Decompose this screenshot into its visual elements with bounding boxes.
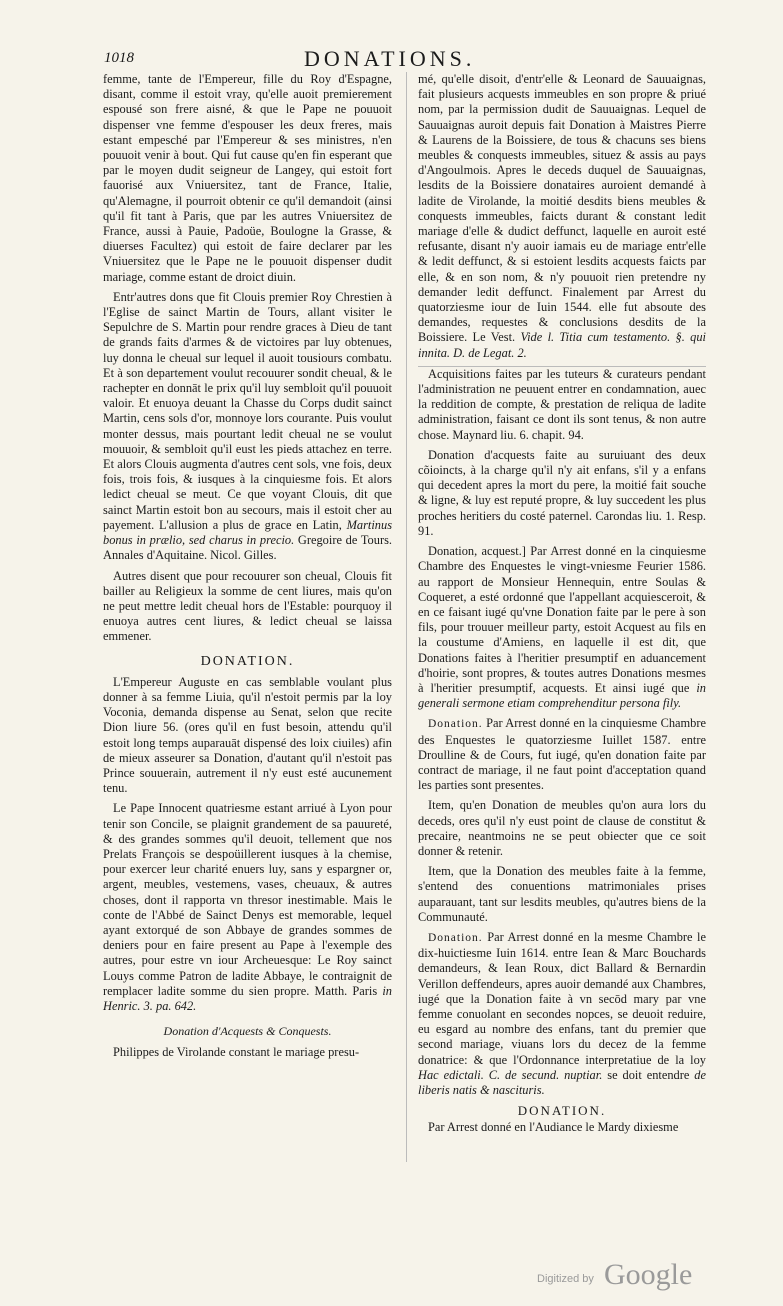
left-column — [103, 72, 392, 1066]
paragraph: Philippes de Virolande constant le mariage presu- — [113, 1045, 360, 1060]
paragraph-text: Par Arrest donné en la mesme Chambre le dix-huictiesme Iuin 1614. entre Iean & Marc Bouchards demandeurs, & Iean Roux, dict Ballard & Bernardin Verillon deffendeurs, apres auoir demandé aux Chambres, iugé que la Donation faite à vn secōd mary par vne femme conuolant en secondes nopces, se deuoit reduire, eu esgard au nombre des enfans, tant du premier que second mariage, viuans lors du decez de la femme donatrice: & que l'Ordonnance interpretatiue de la loy — [418, 929, 706, 1067]
latin-quote: de liberis natis & nascituris. — [418, 1067, 706, 1097]
paragraph — [418, 544, 706, 711]
watermark-prefix: Digitized by — [537, 1273, 594, 1285]
latin-quote: Hac edictali. C. de secund. nuptiar. — [418, 1067, 603, 1082]
paragraph: L'Empereur Auguste en cas semblable voulant plus donner à sa femme Liuia, qu'il n'estoit permis par la loy Voconia, demanda dispense au Senat, selon que recite Dion liure 56. (ores qu'il en fust besoin, attendu qu'il estoit long temps auparauāt dispensé des loix ciuiles) afin de mieux asseurer sa Donation, d'autant qu'il n'estoit pas Prince souuerain, autrement il n'y eust esté aucunement tenu. — [103, 674, 392, 796]
paragraph — [103, 290, 392, 564]
paragraph: Par Arrest donné en l'Audiance le Mardy dixiesme — [428, 1120, 679, 1135]
paragraph-text: se doit entendre — [607, 1067, 690, 1082]
paragraph-text: mé, qu'elle disoit, d'entr'elle & Leonard de Sauuaignas, fait plusieurs acquests immeubles en son propre & priué nom, par la permission dudit de Sauuaignas. Lequel de Sauuaignas auroit depuis fait Donation à Maistres Pierre & Laurens de la Boissiere, de tous & chacuns ses biens meubles & conquests immeubles, situez & assis au pays d'Angoulmois. Apres le deceds duquel de Sauuaignas, lesdits de la Boissiere donataires auroient demandé à ladite de Virolande, la moitié desdits biens meubles & conquests immeubles, faicts durant & constant ledit mariage d'elle & dudict deffunct, laquelle en auroit esté refusante, disant n'y auoir iamais eu de mariage entr'elle & ledit deffunct, & si estoient lesdits acquests faicts par elle, & en son nom, & n'y pouuoit rien pretendre ny demander ledit deffunct. Finalement par Arrest du quatorziesme iour de Iuin 1544. elle fut absoute des demandes, requestes & conclusions desdits de la Boissiere. Le Vest. — [418, 72, 706, 345]
latin-quote: Martinus bonus in prælio, sed charus in precio. — [103, 517, 393, 548]
entry-label: Donation. — [428, 718, 483, 731]
paragraph-text: Donation, acquest.] Par Arrest donné en la cinquiesme Chambre des Enquestes le vingt-vniesme Feurier 1586. au rapport de Monsieur Hennequin, entre Soulas & Coqueret, a esté ordonné que l'appellant acquiesceroit, & en ce faisant iugé qu'vne Donation faite par le pere à son fils, pour trouuer meilleur party, estoit Acquest au fils en la coustume d'Amiens, en laquelle il est dit, que Donations faites à l'heritier presumptif en aduancement d'hoirie, sont propres, & toutes autres Donations mesmes à l'heritier presumptif, acquests. Et ainsi iugé que — [418, 544, 706, 695]
column-divider — [406, 72, 407, 1162]
subsection-heading: Donation d'Acquests & Conquests. — [163, 1024, 332, 1039]
paragraph — [103, 801, 392, 1014]
paragraph: Item, que la Donation des meubles faite à la femme, s'entend des conuentions matrimoniales prises auparauant, tant sur lesdits meubles, qu'autres biens de la Communauté. — [418, 864, 706, 924]
latin-quote: in generali sermone etiam comprehenditur persona fily. — [418, 680, 706, 711]
watermark-brand: Google — [604, 1258, 693, 1291]
paragraph-text: Entr'autres dons que fit Clouis premier Roy Chrestien à l'Eglise de sainct Martin de Tours, allant visiter le Sepulchre de S. Martin pour rendre graces à Dieu de tant de grands faits d'armes & de victoires par luy obtenues, luy donna le cheual sur lequel il auoit tousiours combatu. Et à son departement voulut recouurer sondit cheual, & le rachepter en donnāt le prix qu'il luy sembloit qu'il pouuoit valoir. Et enuoya deuant la Chasse du Corps dudit sainct Martin, cens sols d'or, monnoye lors courante. Puis voulut monter dessus, mais pourtant ledit cheual ne se voulut mouuoir, & sembloit qu'il eust les pieds attachez en terre. Et alors Clouis augmenta d'autres cent sols, vne fois, deux fois, trois fois, & iusques à la cinquiesme fois. Et alors ledict cheual se meut. Ce que voyant Clouis, dit que sainct Martin estoit bon au secours, mais il estoit cher au payement. L'allusion a plus de grace en Latin, — [103, 289, 392, 532]
paragraph-text: Par Arrest donné en la cinquiesme Chambre des Enquestes le quatorziesme Iuillet 1587. entre Droulline & de Cours, fut iugé, qu'en donation faite par contract de mariage, il ne faut point d'acceptation quand les parties sont presentes. — [418, 716, 706, 793]
paragraph: Autres disent que pour recouurer son cheual, Clouis fit bailler au Religieux la somme de cent liures, mais qu'on ne peut mettre ledit cheual hors de l'Estable: pourquoy il enuoya autres cent liures, & ledict cheual se laissa emmener. — [103, 568, 392, 644]
paragraph — [418, 716, 706, 793]
paragraph: Donation d'acquests faite au suruiuant des deux cõioincts, à la charge qu'il n'y ait enfans, s'il y a enfans qui decedent apres la mort du pere, la moitié fait souche & ligne, & luy est reputé propre, & luy succedent les plus proches heritiers du costé paternel. Carondas liu. 1. Resp. 91. — [418, 447, 706, 538]
paragraph — [418, 930, 706, 1098]
paragraph: femme, tante de l'Empereur, fille du Roy d'Espagne, disant, comme il estoit vray, qu'elle auoit premierement espousé son frere aisné, & que le Pape ne pouuoit dispenser vne femme d'espouser les deux freres, mais estant empesché par l'Empereur & ses ministres, n'en pouuoit venir à bout. Qui fut cause qu'en fin esperant que par le moyen dudit seigneur de Langey, qui estoit fort fauorisé aux Vniuersitez, tant de France, Italie, qu'Alemagne, il pourroit obtenir ce qu'il demandoit (ainsi qu'il fit tant à Paris, que par les autres Vniuersitez de France, aussi à Pauie, Padoüe, Boulogne la Grasse, & diuerses Facultez) qui estoit de faire declarer par les Vniuersitez que le Pape ne le pouuoit dispenser dudit mariage, comme estant de droict diuin. — [103, 72, 392, 284]
paragraph-text: Le Pape Innocent quatriesme estant arriué à Lyon pour tenir son Concile, se plaignit grandement de sa pauureté, & des grandes sommes qu'il deuoit, tellement que nos Prelats François se despoüillerent iusques à la chemise, pour exercer leur charité enuers luy, sans y espargner or, argent, meubles, vestemens, vases, cheuaux, & autres choses, dont il rapporta vn thresor inestimable. Mais le conte de l'Abbé de Sainct Denys est memorable, lequel ayant extorqué de son Abbaye de grandes sommes de deniers pour en faire present au Pape à l'exemple des autres, pour estre vn iour Archeuesque: Le Roy sainct Louys comme Patron de ladite Abbaye, le contraignit de remplacer ladite somme du sien propre. Matth. Paris — [103, 801, 392, 998]
digitization-watermark — [537, 1258, 737, 1294]
citation: Gregoire de Tours. Annales d'Aquitaine. Nicol. Gilles. — [103, 533, 392, 563]
paragraph: Item, qu'en Donation de meubles qu'on aura lors du deceds, ores qu'il n'y eust point de clause de constitut & precaire, neantmoins ne se peut obiecter que ce soit donner & retenir. — [418, 798, 706, 858]
paragraph — [418, 72, 706, 361]
section-heading: DONATION. — [517, 1103, 607, 1119]
citation: in Henric. 3. pa. 642. — [103, 983, 392, 1013]
right-column — [418, 72, 706, 1141]
citation: Vide l. Titia cum testamento. §. qui innita. D. de Legat. 2. — [418, 330, 706, 360]
running-title: DONATIONS. — [304, 46, 476, 71]
entry-label: Donation. — [428, 931, 483, 944]
section-heading: DONATION. — [200, 653, 295, 669]
paragraph: Acquisitions faites par les tuteurs & curateurs pendant l'administration ne peuuent entrer en condamnation, auec la reddition de compte, & prestation de reliqua de ladite administration, faisant ce dont ils sont tenus, & non autre chose. Maynard liu. 6. chapit. 94. — [418, 366, 706, 442]
page-number: 1018 — [104, 50, 134, 66]
